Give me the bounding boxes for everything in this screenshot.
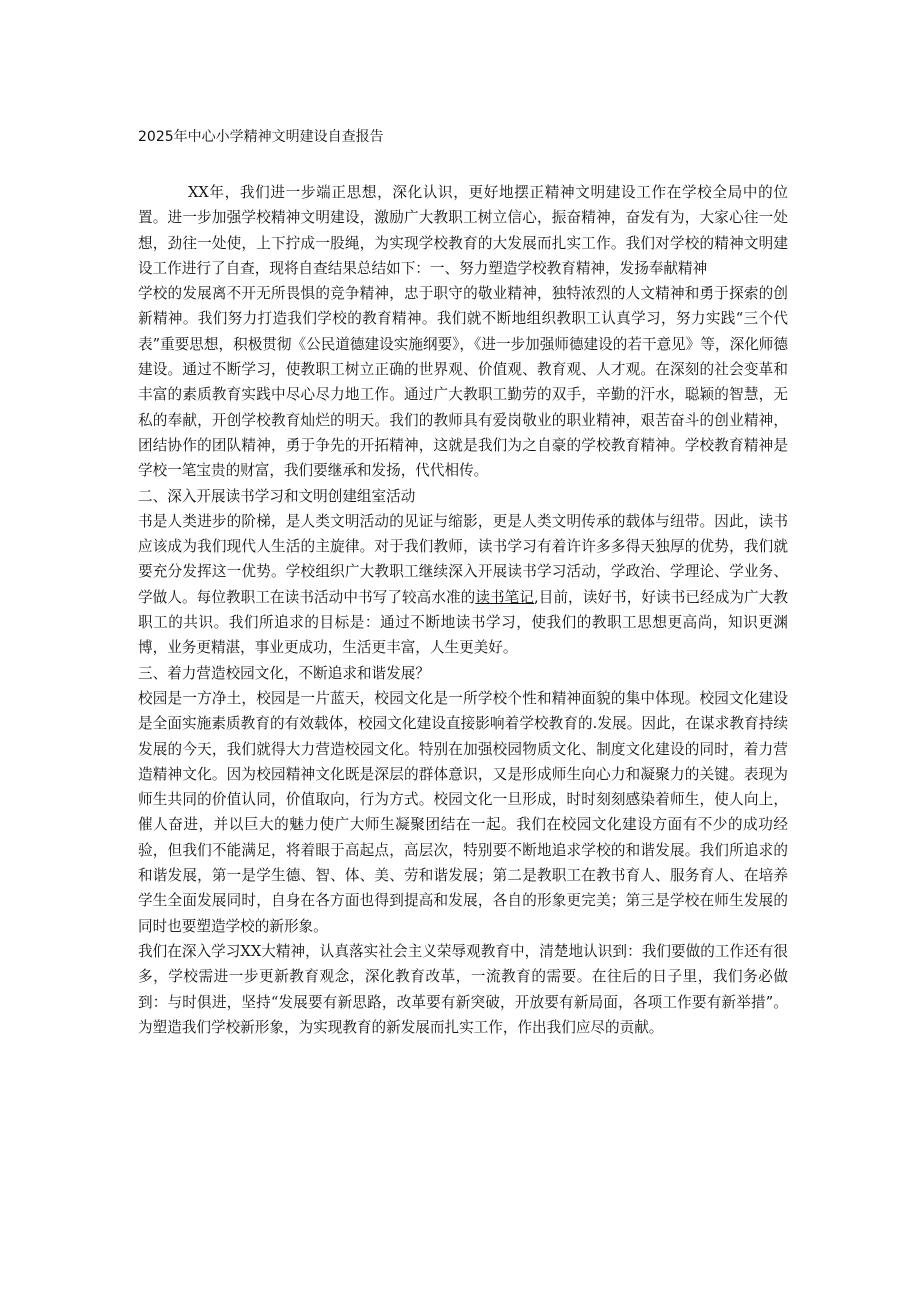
document-title: 2025年中心小学精神文明建设自查报告: [138, 129, 384, 145]
section2-body-part2: ,目前，读好书，好读书已经成为广大教职工的共识。我们所追求的目标是：通过不断地读书学习，使我们的教职工思想更高尚，知识更渊博，业务更精湛，事业更成功，生活更丰富，人生更美好。: [138, 588, 788, 657]
section2-body-part1: 书是人类进步的阶梯，是人类文明活动的见证与缩影，更是人类文明传承的载体与纽带。因此，读书应该成为我们现代人生活的主旋律。对于我们教师，读书学习有着许许多多得天独厚的优势，我们就要充分发挥这一优势。学校组织广大教职工继续深入开展读书学习活动，学政治、学理论、学业务、学做人。每位教职工在读书活动中书写了较高水准的: [138, 512, 788, 606]
document-body: [138, 180, 788, 1040]
section3-body: 校园是一方净土，校园是一片蓝天，校园文化是一所学校个性和精神面貌的集中体现。校园文化建设是全面实施素质教育的有效载体，校园文化建设直接影响着学校教育的.发展。因此，在谋求教育持续发展的今天，我们就得大力营造校园文化。特别在加强校园物质文化、制度文化建设的同时，着力营造精神文化。因为校园精神文化既是深层的群体意识，又是形成师生向心力和凝聚力的关键。表现为师生共同的价值认同，价值取向，行为方式。校园文化一旦形成，时时刻刻感染着师生，使人向上，催人奋进，并以巨大的魅力使广大师生凝聚团结在一起。我们在校园文化建设方面有不少的成功经验，但我们不能满足，将着眼于高起点，高层次，特别要不断地追求学校的和谐发展。我们所追求的和谐发展，第一是学生德、智、体、美、劳和谐发展；第二是教职工在教书育人、服务育人、在培养学生全面发展同时，自身在各方面也得到提高和发展，各自的形象更完美；第三是学校在师生发展的同时也要塑造学校的新形象。: [138, 689, 788, 935]
section2-heading: 二、深入开展读书学习和文明创建组室活动: [138, 487, 416, 505]
section3-heading: 三、着力营造校园文化，不断追求和谐发展？: [138, 664, 430, 682]
reading-notes-link[interactable]: 读书笔记: [475, 588, 535, 606]
section1-body: 学校的发展离不开无所畏惧的竞争精神，忠于职守的敬业精神，独特浓烈的人文精神和勇于探索的创新精神。我们努力打造我们学校的教育精神。我们就不断地组织教职工认真学习，努力实践“三个代表”重要思想，积极贯彻《公民道德建设实施纲要》，《进一步加强师德建设的若干意见》等，深化师德建设。通过不断学习，使教职工树立正确的世界观、价值观、教育观、人才观。在深刻的社会变革和丰富的素质教育实践中尽心尽力地工作。通过广大教职工勤劳的双手，辛勤的汗水，聪颖的智慧，无私的奉献，开创学校教育灿烂的明天。我们的教师具有爱岗敬业的职业精神，艰苦奋斗的创业精神，团结协作的团队精神，勇于争先的开拓精神，这就是我们为之自豪的学校教育精神。学校教育精神是学校一笔宝贵的财富，我们要继承和发扬，代代相传。: [138, 285, 788, 480]
section2-body: [138, 509, 788, 661]
intro-paragraph: XX年，我们进一步端正思想，深化认识，更好地摆正精神文明建设工作在学校全局中的位置。进一步加强学校精神文明建设，激励广大教职工树立信心，振奋精神，奋发有为，大家心往一处想，劲往一处使，上下拧成一股绳，为实现学校教育的大发展而扎实工作。我们对学校的精神文明建设工作进行了自查，现将自查结果总结如下：一、努力塑造学校教育精神，发扬奉献精神: [138, 184, 788, 277]
conclusion-paragraph: 我们在深入学习XX大精神，认真落实社会主义荣辱观教育中，清楚地认识到：我们要做的工作还有很多，学校需进一步更新教育观念，深化教育改革，一流教育的需要。在往后的日子里，我们务必做到：与时俱进，坚持“发展要有新思路，改革要有新突破，开放要有新局面，各项工作要有新举措”。为塑造我们学校新形象，为实现教育的新发展而扎实工作，作出我们应尽的贡献。: [138, 942, 788, 1036]
